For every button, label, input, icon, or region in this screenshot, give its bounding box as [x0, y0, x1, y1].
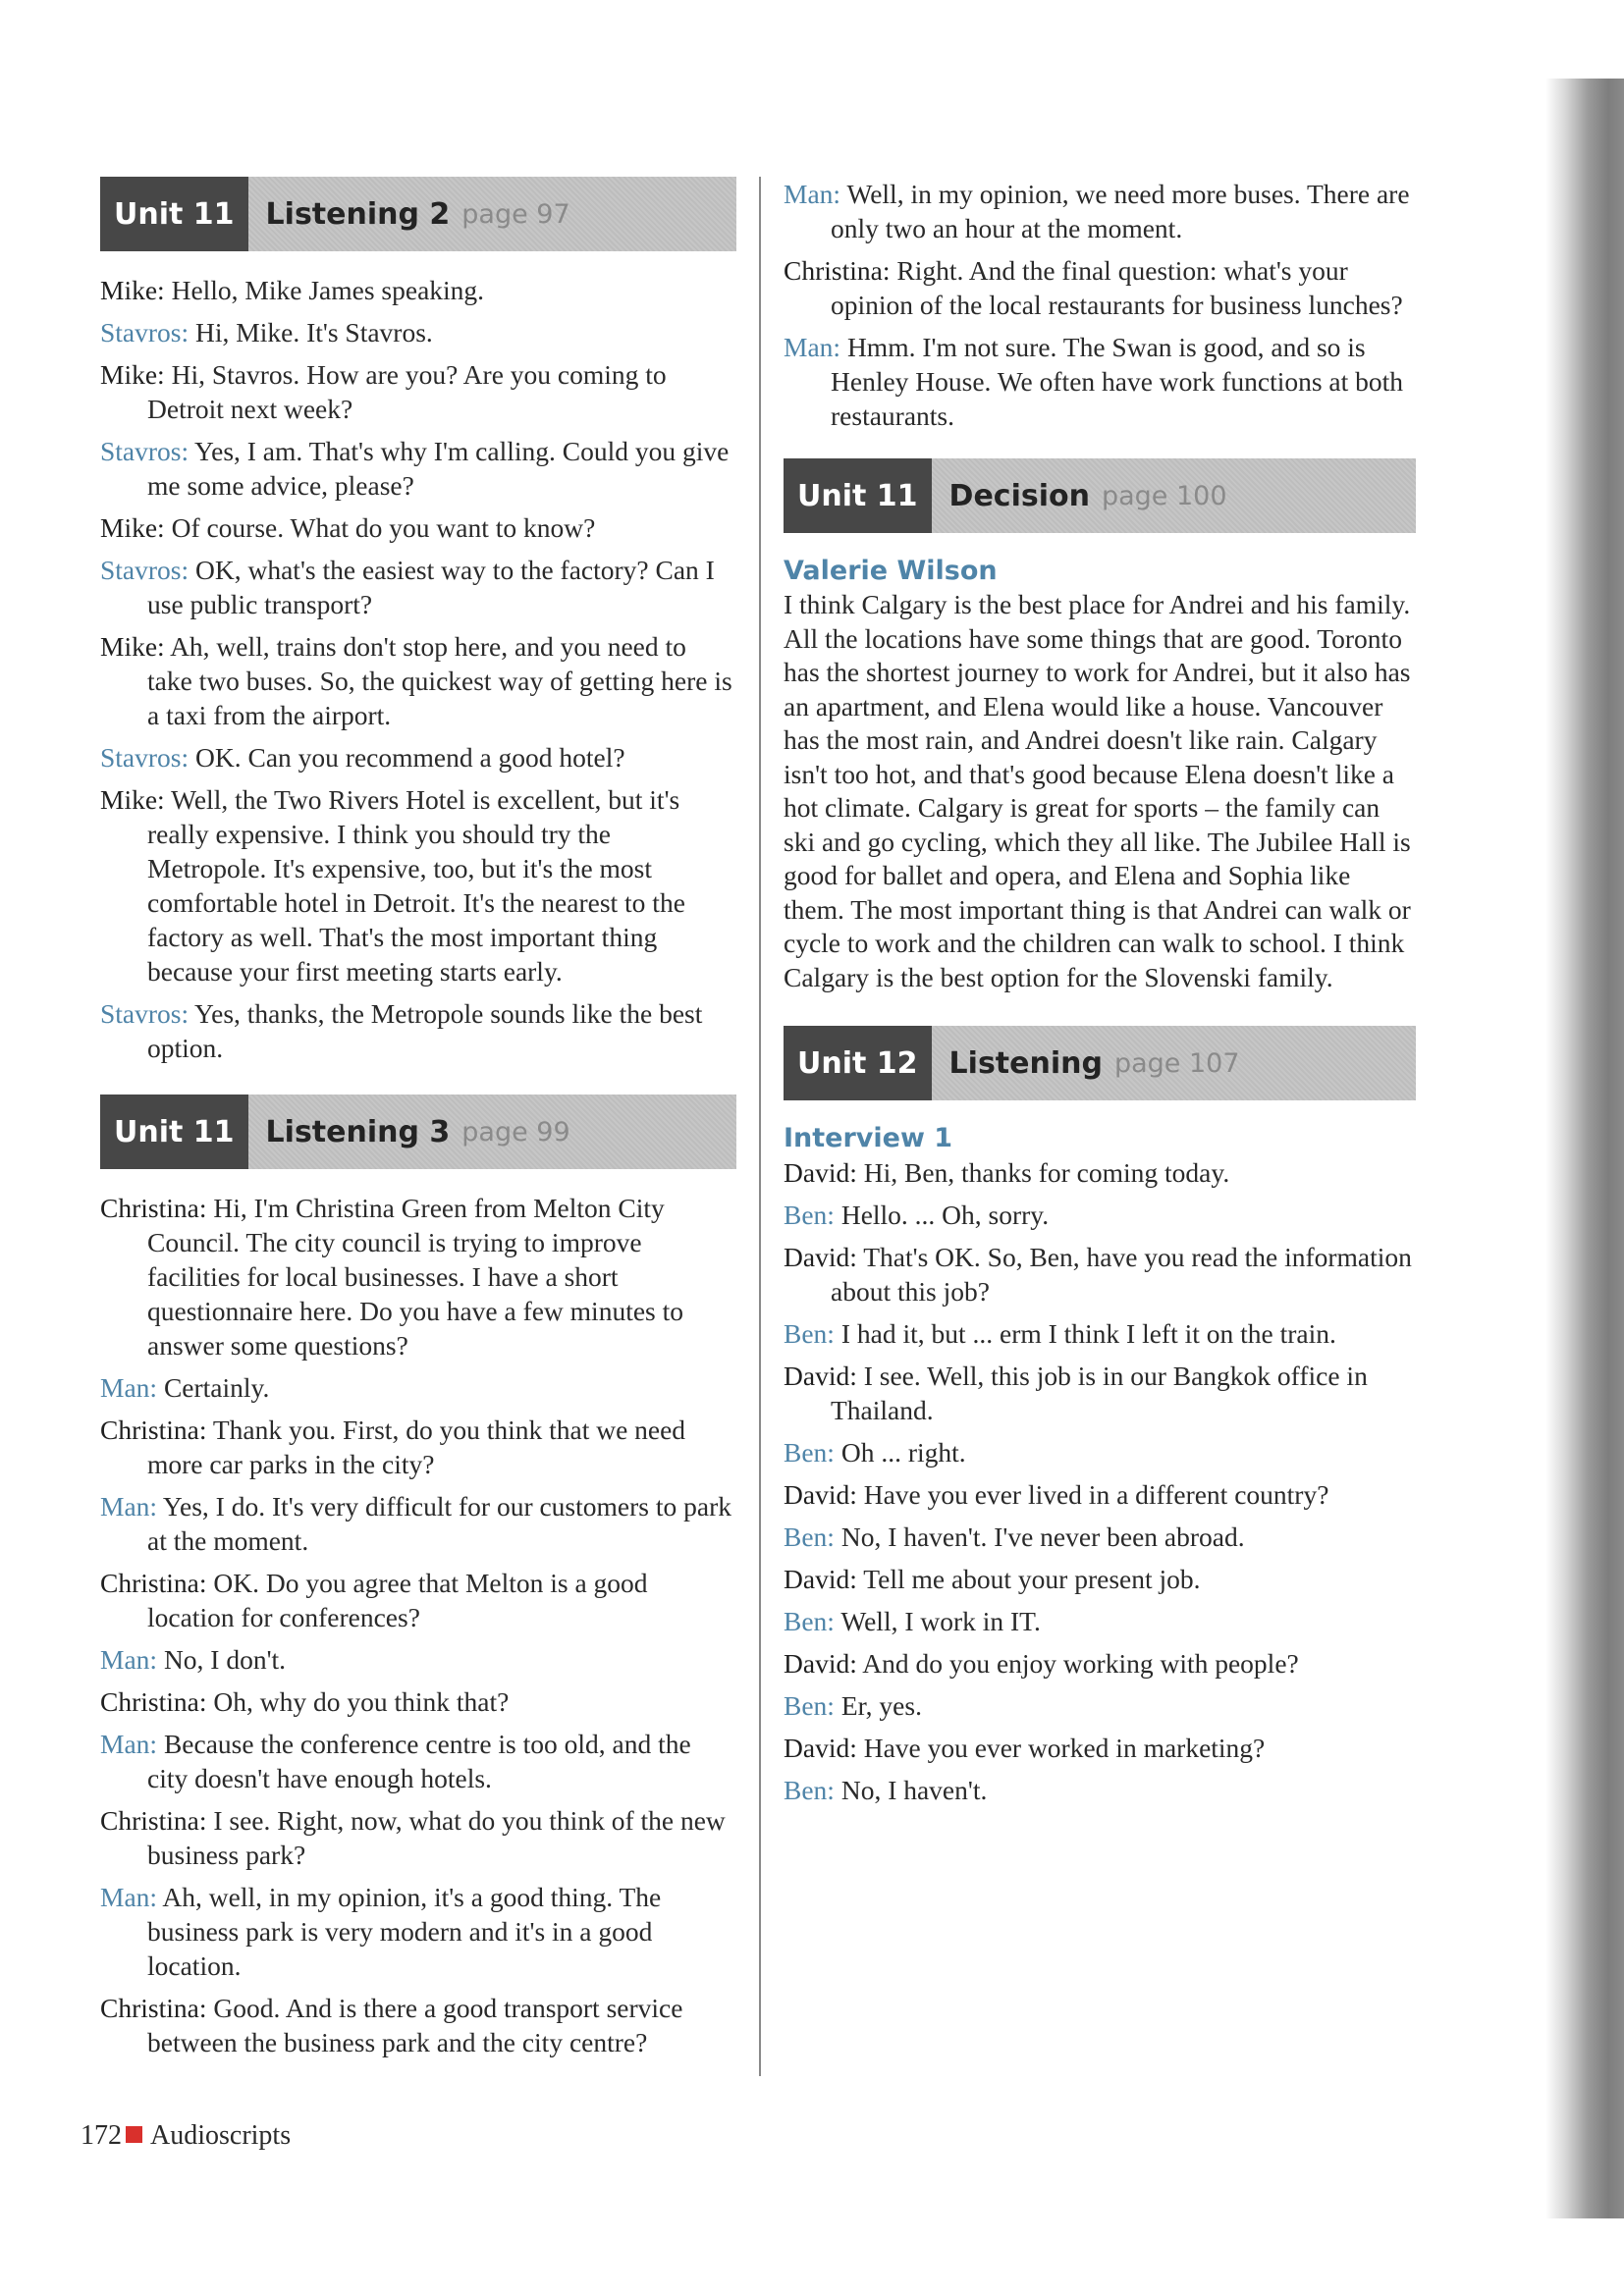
dialogue-text: Yes, thanks, the Metropole sounds like the best option.	[147, 998, 703, 1063]
dialogue-line	[100, 782, 736, 988]
dialogue-text: Right. And the final question: what's your opinion of the local restaurants for business lunches?	[831, 255, 1403, 320]
speaker-name: Man:	[100, 1882, 158, 1912]
dialogue-listening-3	[100, 1191, 736, 2059]
dialogue-line	[100, 1566, 736, 1634]
section-header-decision	[784, 458, 1416, 533]
speaker-name: Ben:	[784, 1318, 835, 1349]
dialogue-text: Well, the Two Rivers Hotel is excellent, but it's really expensive. I think you should try the Metropole. It's expensive, too, but it's the most comfortable hotel in Detroit. It's the nearest to the factory as well. That's the most important thing because your first meeting starts early.	[147, 784, 685, 987]
speaker-name: Ben:	[784, 1775, 835, 1805]
dialogue-line	[100, 1642, 736, 1677]
dialogue-text: Hi, I'm Christina Green from Melton City Council. The city council is trying to improve facilities for local businesses. I have a short questionnaire here. Do you have a few minutes to answer some questions?	[147, 1193, 684, 1361]
dialogue-line	[100, 510, 736, 545]
dialogue-line	[100, 553, 736, 621]
page-reference: page 100	[1101, 480, 1227, 511]
speaker-name: Christina:	[100, 1993, 207, 2023]
speaker-name: Stavros:	[100, 998, 189, 1029]
dialogue-line	[100, 1803, 736, 1872]
speaker-name: David:	[784, 1157, 857, 1188]
dialogue-text: And do you enjoy working with people?	[862, 1648, 1299, 1679]
dialogue-text: Well, in my opinion, we need more buses. There are only two an hour at the moment.	[831, 179, 1410, 243]
page-reference: page 97	[461, 198, 570, 230]
speaker-name: Mike:	[100, 512, 165, 543]
page-reference: page 107	[1113, 1047, 1240, 1079]
footer-label: Audioscripts	[150, 2120, 292, 2151]
dialogue-line	[784, 1688, 1416, 1723]
dialogue-line	[100, 1727, 736, 1795]
dialogue-text: Have you ever worked in marketing?	[863, 1733, 1266, 1763]
interview-subhead: Interview 1	[784, 1123, 953, 1153]
speaker-name: David:	[784, 1733, 857, 1763]
dialogue-line	[784, 1477, 1416, 1512]
dialogue-line	[100, 996, 736, 1065]
unit-label: Unit 11	[100, 1095, 248, 1169]
dialogue-line	[784, 253, 1416, 322]
dialogue-line	[100, 1684, 736, 1719]
speaker-name: Christina:	[100, 1193, 207, 1223]
speaker-name: Mike:	[100, 275, 165, 305]
dialogue-line	[784, 1316, 1416, 1351]
dialogue-line	[100, 1991, 736, 2059]
dialogue-text: No, I don't.	[163, 1644, 287, 1675]
dialogue-line	[784, 177, 1416, 245]
speaker-name: Mike:	[100, 359, 165, 390]
dialogue-text: OK, what's the easiest way to the factory? Can I use public transport?	[147, 555, 715, 619]
speaker-name: Ben:	[784, 1606, 835, 1636]
dialogue-text: OK. Can you recommend a good hotel?	[195, 742, 625, 773]
dialogue-text: I see. Well, this job is in our Bangkok office in Thailand.	[831, 1361, 1368, 1425]
speaker-name: Christina:	[100, 1568, 207, 1598]
unit-label: Unit 12	[784, 1026, 932, 1100]
dialogue-line	[100, 434, 736, 503]
dialogue-line	[100, 1413, 736, 1481]
dialogue-text: No, I haven't. I've never been abroad.	[840, 1522, 1245, 1552]
speaker-name: Christina:	[100, 1686, 207, 1717]
dialogue-text: Of course. What do you want to know?	[171, 512, 596, 543]
dialogue-text: Hello, Mike James speaking.	[171, 275, 485, 305]
speaker-name: David:	[784, 1479, 857, 1510]
speaker-name: David:	[784, 1564, 857, 1594]
speaker-name: Mike:	[100, 784, 165, 815]
dialogue-text: Oh ... right.	[840, 1437, 966, 1468]
dialogue-text: Thank you. First, do you think that we need more car parks in the city?	[147, 1415, 686, 1479]
page-number: 172	[81, 2120, 122, 2151]
speaker-name: Man:	[784, 179, 841, 209]
dialogue-line	[784, 330, 1416, 433]
column-divider	[759, 177, 761, 2076]
dialogue-text: Ah, well, in my opinion, it's a good thing. The business park is very modern and it's in a good location.	[147, 1882, 662, 1981]
decision-paragraph: I think Calgary is the best place for Andrei and his family. All the locations have some things that are good. Toronto has the shortest journey to work for Andrei, but it also has an apartment, and Elena would like a house. Vancouver has the most rain, and Andrei doesn't like rain. Calgary isn't too hot, and that's good because Elena doesn't like a hot climate. Calgary is great for sports – the family can ski and go cycling, which they all like. The Jubilee Hall is good for ballet and opera, and Elena and Sophia like them. The most important thing is that Andrei can walk or cycle to work and the children can walk to school. I think Calgary is the best option for the Slovenski family.	[784, 589, 1411, 992]
dialogue-text: I see. Right, now, what do you think of the new business park?	[147, 1805, 726, 1870]
speaker-name: Ben:	[784, 1200, 835, 1230]
dialogue-text: I had it, but ... erm I think I left it on the train.	[840, 1318, 1336, 1349]
dialogue-line	[784, 1562, 1416, 1596]
speaker-name: David:	[784, 1242, 857, 1272]
speaker-name: Man:	[100, 1729, 158, 1759]
dialogue-text: Have you ever lived in a different country?	[863, 1479, 1329, 1510]
dialogue-text: Tell me about your present job.	[863, 1564, 1201, 1594]
dialogue-text: Ah, well, trains don't stop here, and you need to take two buses. So, the quickest way of getting here is a taxi from the airport.	[147, 631, 732, 730]
dialogue-line	[100, 273, 736, 307]
dialogue-text: No, I haven't.	[840, 1775, 988, 1805]
dialogue-line	[784, 1604, 1416, 1638]
dialogue-line	[784, 1520, 1416, 1554]
dialogue-text: Hi, Stavros. How are you? Are you coming to Detroit next week?	[147, 359, 667, 424]
decision-subhead: Valerie Wilson	[784, 556, 998, 586]
page-edge-shadow	[1545, 79, 1624, 2218]
dialogue-text: Hmm. I'm not sure. The Swan is good, and so is Henley House. We often have work functions at both restaurants.	[831, 332, 1404, 431]
speaker-name: Stavros:	[100, 436, 189, 466]
dialogue-text: Yes, I am. That's why I'm calling. Could you give me some advice, please?	[147, 436, 730, 501]
dialogue-text: Yes, I do. It's very difficult for our customers to park at the moment.	[147, 1491, 731, 1556]
dialogue-line	[784, 1155, 1416, 1190]
unit-label: Unit 11	[100, 177, 248, 251]
dialogue-listening-2	[100, 273, 736, 1065]
dialogue-line	[784, 1435, 1416, 1469]
dialogue-line	[100, 357, 736, 426]
dialogue-line	[100, 1191, 736, 1362]
speaker-name: Ben:	[784, 1437, 835, 1468]
dialogue-text: OK. Do you agree that Melton is a good location for conferences?	[147, 1568, 648, 1632]
dialogue-text: Good. And is there a good transport service between the business park and the city centre?	[147, 1993, 683, 2057]
dialogue-line	[784, 1773, 1416, 1807]
speaker-name: Mike:	[100, 631, 165, 662]
section-title: Listening 3	[265, 1114, 451, 1149]
section-header-listening-3	[100, 1095, 736, 1169]
dialogue-line	[100, 1489, 736, 1558]
dialogue-interview-1	[784, 1155, 1416, 1807]
section-title: Listening 2	[265, 196, 451, 232]
speaker-name: David:	[784, 1361, 857, 1391]
speaker-name: Man:	[100, 1491, 158, 1522]
speaker-name: David:	[784, 1648, 857, 1679]
dialogue-line	[100, 1370, 736, 1405]
page-footer	[81, 2120, 291, 2152]
left-column	[100, 177, 736, 2067]
dialogue-text: Hi, Ben, thanks for coming today.	[863, 1157, 1230, 1188]
speaker-name: Stavros:	[100, 555, 189, 585]
speaker-name: Christina:	[100, 1805, 207, 1836]
red-square-icon	[126, 2126, 142, 2143]
speaker-name: Ben:	[784, 1522, 835, 1552]
dialogue-line	[784, 1240, 1416, 1308]
section-header-listening-2	[100, 177, 736, 251]
dialogue-text: Well, I work in IT.	[840, 1606, 1041, 1636]
dialogue-text: Hi, Mike. It's Stavros.	[195, 317, 433, 347]
section-title: Decision	[948, 478, 1090, 513]
dialogue-line	[784, 1359, 1416, 1427]
speaker-name: Stavros:	[100, 742, 189, 773]
dialogue-text: Hello. ... Oh, sorry.	[840, 1200, 1050, 1230]
speaker-name: Man:	[100, 1372, 158, 1403]
dialogue-line	[784, 1731, 1416, 1765]
dialogue-line	[100, 740, 736, 774]
speaker-name: Christina:	[784, 255, 891, 286]
speaker-name: Ben:	[784, 1690, 835, 1721]
dialogue-line	[100, 1880, 736, 1983]
speaker-name: Stavros:	[100, 317, 189, 347]
speaker-name: Man:	[100, 1644, 158, 1675]
section-header-unit-12-listening	[784, 1026, 1416, 1100]
dialogue-continued	[784, 177, 1416, 433]
speaker-name: Man:	[784, 332, 841, 362]
dialogue-line	[100, 315, 736, 349]
page-reference: page 99	[461, 1116, 570, 1148]
dialogue-text: Oh, why do you think that?	[213, 1686, 510, 1717]
unit-label: Unit 11	[784, 458, 932, 533]
dialogue-line	[784, 1198, 1416, 1232]
dialogue-text: Because the conference centre is too old, and the city doesn't have enough hotels.	[147, 1729, 691, 1793]
dialogue-text: That's OK. So, Ben, have you read the information about this job?	[831, 1242, 1412, 1307]
section-title: Listening	[948, 1045, 1103, 1081]
speaker-name: Christina:	[100, 1415, 207, 1445]
dialogue-line	[100, 629, 736, 732]
right-column	[784, 177, 1416, 1815]
dialogue-text: Er, yes.	[840, 1690, 922, 1721]
dialogue-text: Certainly.	[163, 1372, 270, 1403]
dialogue-line	[784, 1646, 1416, 1681]
